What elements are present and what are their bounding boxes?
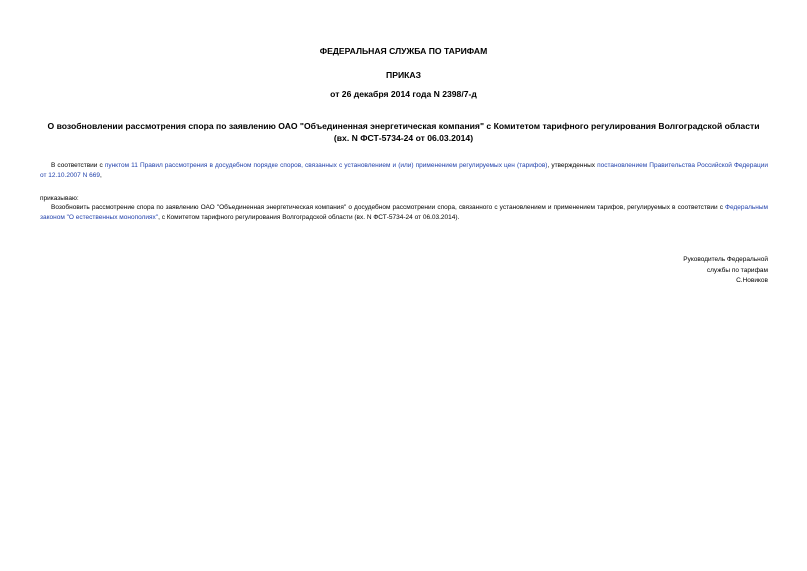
order-text-2: , с Комитетом тарифного регулирования Волгоградской области (вх. N ФСТ-5734-24 от 06.03.2014).: [158, 214, 460, 221]
federal-law-monopolies-link[interactable]: Федеральным законом "О естественных монополиях": [40, 204, 768, 221]
signatory-position-line-1: Руководитель Федеральной: [683, 256, 768, 263]
document-type: ПРИКАЗ: [386, 70, 421, 80]
signatory-position-line-2: службы по тарифам: [706, 266, 768, 274]
preamble-paragraph: [40, 161, 768, 181]
signature-block: [683, 255, 768, 287]
preamble-text-2: , утвержденных: [547, 162, 598, 169]
document-date-number: от 26 декабря 2014 года N 2398/7-д: [330, 89, 477, 99]
preamble-text-3: ,: [99, 172, 102, 179]
signatory-name: С.Новиков: [736, 277, 768, 284]
preamble-text-1: В соответствии с: [51, 162, 105, 169]
orders-label: приказываю:: [40, 195, 79, 202]
rules-clause-11-link[interactable]: пунктом 11 Правил рассмотрения в досудебном порядке споров, связанных с установлением и (или) применением регулируемых цен (тарифов): [104, 162, 548, 169]
order-paragraph: [40, 203, 768, 223]
order-text-1: Возобновить рассмотрение спора по заявлению ОАО "Объединенная энергетическая компания" о досудебном рассмотрении спора, связанного с установлением и применением тарифов, регулируемых в соответствии с: [51, 204, 726, 211]
government-resolution-link[interactable]: постановлением Правительства Российской Федерации от 12.10.2007 N 669: [40, 162, 768, 179]
agency-name: ФЕДЕРАЛЬНАЯ СЛУЖБА ПО ТАРИФАМ: [319, 46, 488, 56]
document-title: О возобновлении рассмотрения спора по заявлению ОАО "Объединенная энергетическая компания" с Комитетом тарифного регулирования Волгоградской области (вх. N ФСТ-5734-24 от 06.03.2014): [47, 121, 760, 143]
